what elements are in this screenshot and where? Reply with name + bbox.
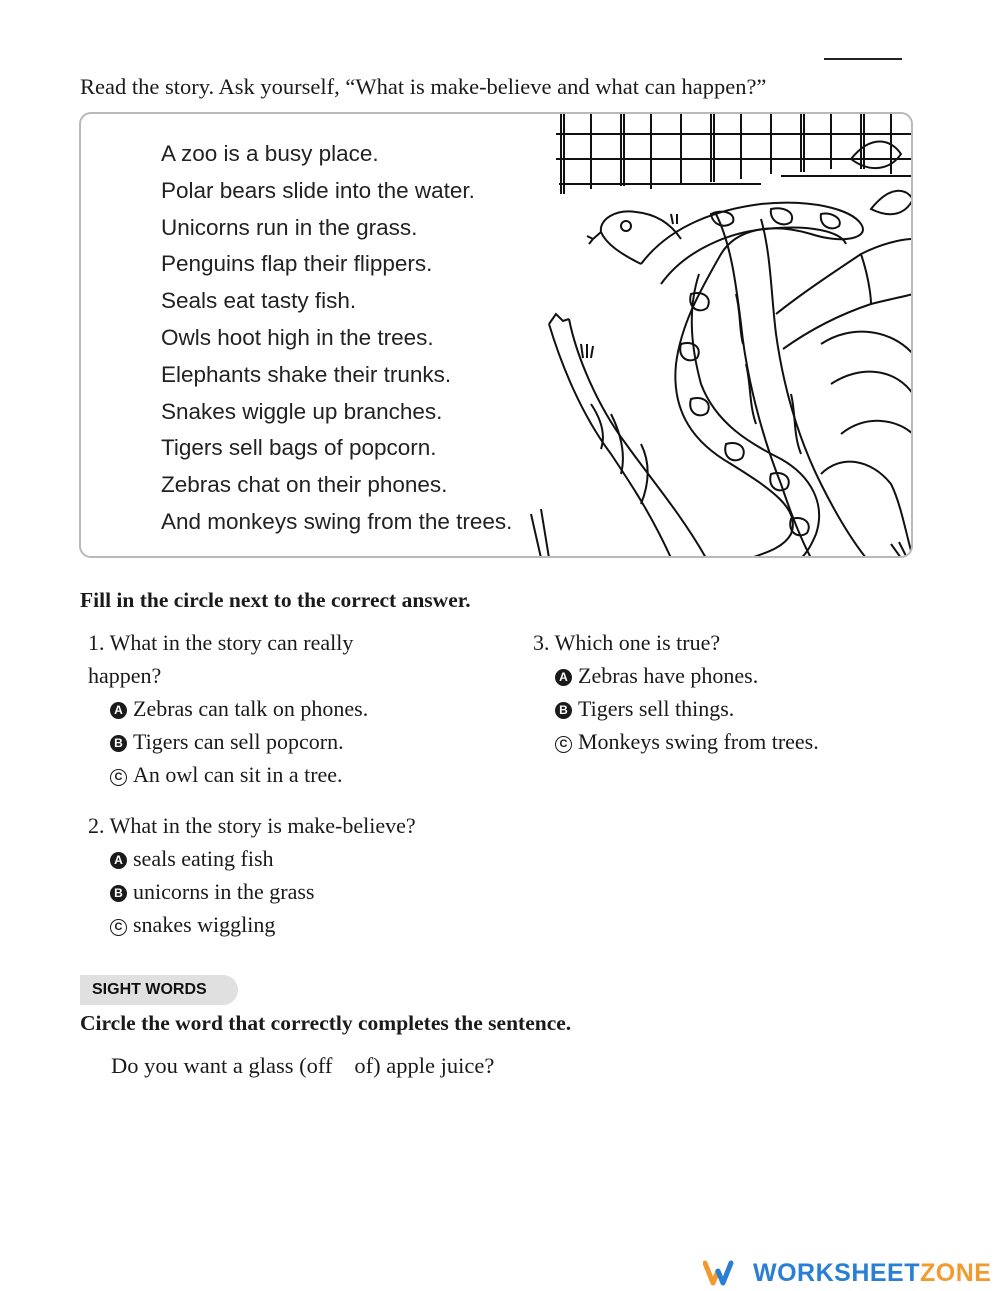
question-prompt: 1. What in the story can really happen? [88,630,354,688]
question-2 [88,809,416,941]
option-text: Monkeys swing from trees. [578,729,819,754]
option-a-bubble[interactable]: A [555,669,572,686]
story-line: Penguins flap their flippers. [161,251,433,277]
answer-option[interactable] [88,908,416,941]
story-box [79,112,913,558]
option-b-bubble[interactable]: B [110,885,127,902]
story-line: Owls hoot high in the trees. [161,324,434,350]
sentence-end: of) apple juice? [354,1053,495,1078]
option-c-bubble[interactable]: C [110,919,127,936]
w-logo-icon [703,1260,741,1286]
sight-words-instruction: Circle the word that correctly completes the sentence. [80,1011,572,1035]
logo-word-part2: ZONE [920,1258,992,1287]
story-line: Tigers sell bags of popcorn. [161,435,437,461]
story-line: Elephants shake their trunks. [161,361,452,387]
story-line: Unicorns run in the grass. [161,214,418,240]
option-b-bubble[interactable]: B [555,702,572,719]
story-line: Polar bears slide into the water. [161,177,475,203]
story-line: Seals eat tasty fish. [161,288,357,314]
logo-word-part1: WORKSHEET [753,1258,920,1287]
answer-option[interactable] [88,842,416,875]
answer-option[interactable] [533,725,819,758]
question-prompt: 3. Which one is true? [533,630,721,655]
logo-wordmark [753,1259,991,1288]
option-a-bubble[interactable]: A [110,852,127,869]
story-text [161,136,512,541]
option-text: Zebras can talk on phones. [133,696,369,721]
story-line: A zoo is a busy place. [161,141,379,166]
question-3 [533,626,819,758]
sight-words-sentence [111,1053,494,1079]
option-text: An owl can sit in a tree. [133,762,343,787]
sentence-start: Do you want a glass (off [111,1053,333,1078]
option-text: seals eating fish [133,846,274,871]
question-1 [88,626,428,791]
story-directions: Read the story. Ask yourself, “What is make-believe and what can happen?” [80,74,767,99]
worksheetzone-logo [703,1258,991,1288]
story-line: And monkeys swing from the trees. [161,508,513,534]
story-line: Snakes wiggle up branches. [161,398,443,424]
answer-option[interactable] [88,725,428,758]
option-text: Tigers sell things. [578,696,735,721]
answer-option[interactable] [88,758,428,791]
answer-option[interactable] [88,692,428,725]
option-text: snakes wiggling [133,912,276,937]
sight-words-tab: SIGHT WORDS [80,975,238,1005]
option-text: Zebras have phones. [578,663,759,688]
answer-option[interactable] [533,692,819,725]
answer-option[interactable] [533,659,819,692]
option-c-bubble[interactable]: C [555,736,572,753]
answer-line [824,58,902,60]
option-b-bubble[interactable]: B [110,735,127,752]
option-a-bubble[interactable]: A [110,702,127,719]
option-text: unicorns in the grass [133,879,315,904]
option-c-bubble[interactable]: C [110,769,127,786]
question-prompt: 2. What in the story is make-believe? [88,813,416,838]
answer-option[interactable] [88,875,416,908]
option-text: Tigers can sell popcorn. [133,729,344,754]
snake-illustration [521,114,913,558]
story-line: Zebras chat on their phones. [161,472,448,498]
fill-in-heading: Fill in the circle next to the correct answer. [80,588,471,612]
